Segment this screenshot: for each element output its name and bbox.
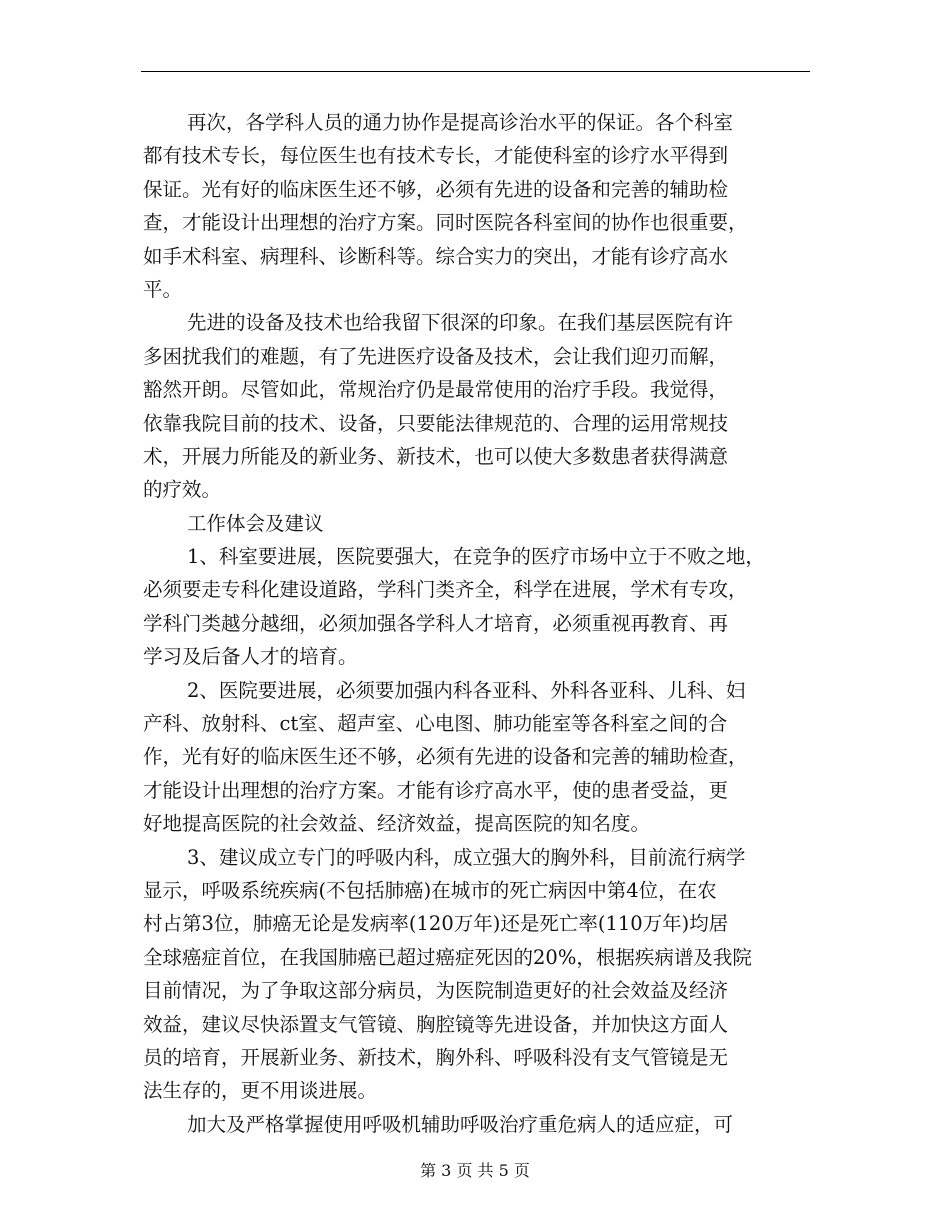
text-line: 村占第3位，肺癌无论是发病率(120万年)还是死亡率(110万年)均居 [143, 912, 729, 936]
text-line: 先进的设备及技术也给我留下很深的印象。在我们基层医院有许 [187, 311, 734, 335]
body-text [143, 106, 823, 1141]
text-line: 学习及后备人才的培育。 [143, 645, 358, 669]
text-line: 显示，呼吸系统疾病(不包括肺癌)在城市的死亡病因中第4位，在农 [143, 878, 717, 902]
text-line: 1、科室要进展，医院要强大，在竞争的医疗市场中立于不败之地， [187, 545, 765, 569]
text-line: 查，才能设计出理想的治疗方案。同时医院各科室间的协作也很重要， [143, 211, 748, 235]
text-line: 目前情况，为了争取这部分病员，为医院制造更好的社会效益及经济 [143, 979, 729, 1003]
text-line: 豁然开朗。尽管如此，常规治疗仍是最常使用的治疗手段。我觉得， [143, 378, 729, 402]
text-line: 平。 [143, 277, 183, 301]
text-line: 多困扰我们的难题，有了先进医疗设备及技术，会让我们迎刃而解， [143, 344, 729, 368]
text-line: 再次，各学科人员的通力协作是提高诊治水平的保证。各个科室 [187, 111, 734, 134]
text-line: 加大及严格掌握使用呼吸机辅助呼吸治疗重危病人的适应症，可 [187, 1112, 734, 1136]
text-line: 2、医院要进展，必须要加强内科各亚科、外科各亚科、儿科、妇 [187, 678, 746, 702]
text-line: 保证。光有好的临床医生还不够，必须有先进的设备和完善的辅助检 [143, 177, 729, 201]
text-line: 必须要走专科化建设道路，学科门类齐全，科学在进展，学术有专攻， [143, 578, 748, 602]
text-line: 术，开展力所能及的新业务、新技术，也可以使大多数患者获得满意 [143, 444, 729, 468]
text-line: 全球癌症首位，在我国肺癌已超过癌症死因的20%，根据疾病谱及我院 [143, 945, 752, 969]
text-line: 都有技术专长，每位医生也有技术专长，才能使科室的诊疗水平得到 [143, 144, 729, 168]
text-line: 的疗效。 [143, 478, 222, 502]
text-line: 才能设计出理想的治疗方案。才能有诊疗高水平，使的患者受益，更 [143, 778, 729, 802]
text-line: 效益，建议尽快添置支气管镜、胸腔镜等先进设备，并加快这方面人 [143, 1012, 729, 1036]
text-line: 员的培育，开展新业务、新技术，胸外科、呼吸科没有支气管镜是无 [143, 1045, 729, 1069]
text-line: 工作体会及建议 [187, 511, 324, 535]
text-line: 3、建议成立专门的呼吸内科，成立强大的胸外科，目前流行病学 [187, 845, 746, 869]
text-line: 作，光有好的临床医生还不够，必须有先进的设备和完善的辅助检查， [143, 745, 748, 769]
text-line: 好地提高医院的社会效益、经济效益，提高医院的知名度。 [143, 812, 651, 836]
text-line: 产科、放射科、ct室、超声室、心电图、肺功能室等各科室之间的合 [143, 712, 728, 736]
text-line: 法生存的，更不用谈进展。 [143, 1079, 378, 1103]
text-line: 如手术科室、病理科、诊断科等。综合实力的突出，才能有诊疗高水 [143, 244, 729, 268]
text-line: 学科门类越分越细，必须加强各学科人才培育，必须重视再教育、再 [143, 611, 729, 635]
page-footer: 第 3 页 共 5 页 [420, 1161, 530, 1180]
header-rule [141, 71, 810, 72]
text-line: 依靠我院目前的技术、设备，只要能法律规范的、合理的运用常规技 [143, 411, 729, 435]
